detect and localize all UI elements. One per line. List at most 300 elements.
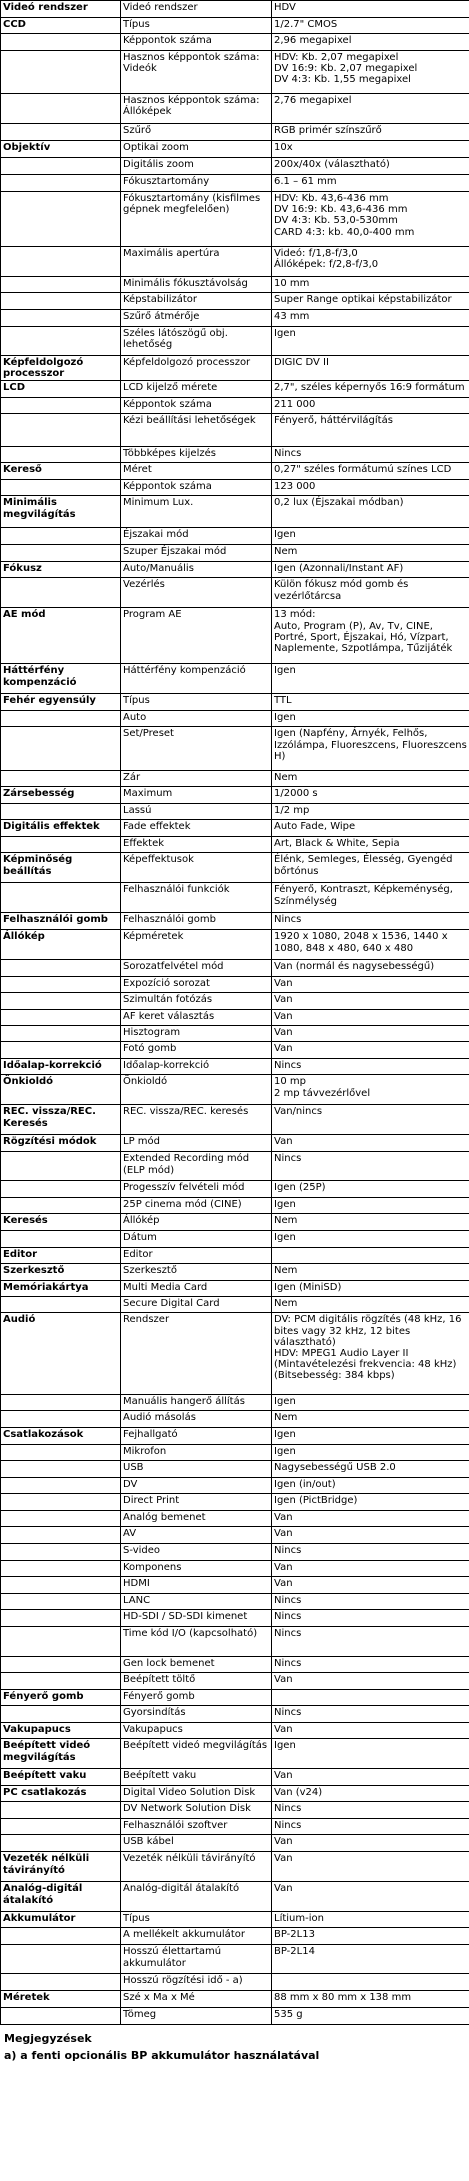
value-cell: Igen bbox=[272, 1198, 469, 1214]
group-cell bbox=[1, 837, 121, 853]
table-row bbox=[1, 1610, 469, 1627]
table-row bbox=[1, 837, 469, 853]
value-cell: 535 g bbox=[272, 2008, 469, 2025]
value-cell: Van bbox=[272, 1511, 469, 1527]
group-cell bbox=[1, 883, 121, 913]
value-cell: Van/nincs bbox=[272, 1105, 469, 1135]
table-row bbox=[1, 711, 469, 727]
table-row bbox=[1, 124, 469, 141]
table-row bbox=[1, 578, 469, 608]
group-cell bbox=[1, 771, 121, 787]
table-row bbox=[1, 356, 469, 381]
value-cell: Nincs bbox=[272, 1544, 469, 1561]
group-cell: Fehér egyensúly bbox=[1, 694, 121, 711]
value-cell: Van bbox=[272, 1852, 469, 1882]
value-cell: 1/2 mp bbox=[272, 804, 469, 820]
feature-cell: Editor bbox=[121, 1248, 272, 1264]
value-cell: Igen (25P) bbox=[272, 1181, 469, 1198]
feature-cell: Mikrofon bbox=[121, 1445, 272, 1461]
feature-cell: Képpontok száma bbox=[121, 34, 272, 51]
table-row bbox=[1, 1059, 469, 1075]
feature-cell: Szuper Éjszakai mód bbox=[121, 545, 272, 562]
group-cell bbox=[1, 804, 121, 820]
feature-cell: Multi Media Card bbox=[121, 1281, 272, 1297]
group-cell bbox=[1, 578, 121, 608]
table-row bbox=[1, 562, 469, 578]
value-cell: Van bbox=[272, 1527, 469, 1544]
value-cell: Igen bbox=[272, 1395, 469, 1411]
table-row bbox=[1, 496, 469, 528]
table-row bbox=[1, 1297, 469, 1313]
group-cell: Rögzítési módok bbox=[1, 1135, 121, 1152]
value-cell: Igen bbox=[272, 711, 469, 727]
value-cell: 88 mm x 80 mm x 138 mm bbox=[272, 1991, 469, 2008]
value-cell: Igen (PictBridge) bbox=[272, 1494, 469, 1511]
feature-cell: Felhasználói szoftver bbox=[121, 1819, 272, 1835]
feature-cell: Program AE bbox=[121, 608, 272, 664]
value-cell: 2,96 megapixel bbox=[272, 34, 469, 51]
table-row bbox=[1, 141, 469, 158]
table-row bbox=[1, 1852, 469, 1882]
group-cell bbox=[1, 293, 121, 310]
group-cell: Objektív bbox=[1, 141, 121, 158]
value-cell: Igen bbox=[272, 528, 469, 545]
table-row bbox=[1, 1494, 469, 1511]
feature-cell: Komponens bbox=[121, 1561, 272, 1577]
group-cell bbox=[1, 1974, 121, 1991]
feature-cell: Zár bbox=[121, 771, 272, 787]
feature-cell: Felhasználói funkciók bbox=[121, 883, 272, 913]
feature-cell: HDMI bbox=[121, 1577, 272, 1594]
table-row bbox=[1, 1281, 469, 1297]
group-cell bbox=[1, 1610, 121, 1627]
feature-cell: Analóg bemenet bbox=[121, 1511, 272, 1527]
group-cell: Memóriakártya bbox=[1, 1281, 121, 1297]
feature-cell: Fényerő gomb bbox=[121, 1690, 272, 1706]
group-cell: Képminőség beállítás bbox=[1, 853, 121, 883]
group-cell: Felhasználói gomb bbox=[1, 913, 121, 930]
group-cell bbox=[1, 414, 121, 447]
group-cell bbox=[1, 1152, 121, 1181]
group-cell bbox=[1, 94, 121, 124]
group-cell: Keresés bbox=[1, 1214, 121, 1231]
value-cell: 200x/40x (választható) bbox=[272, 158, 469, 175]
feature-cell: Auto/Manuális bbox=[121, 562, 272, 578]
value-cell: Nincs bbox=[272, 1627, 469, 1657]
group-cell: Digitális effektek bbox=[1, 820, 121, 837]
group-cell: Akkumulátor bbox=[1, 1912, 121, 1928]
feature-cell: Többképes kijelzés bbox=[121, 447, 272, 463]
value-cell: Nincs bbox=[272, 447, 469, 463]
group-cell: AE mód bbox=[1, 608, 121, 664]
group-cell bbox=[1, 192, 121, 247]
feature-cell: Képpontok száma bbox=[121, 398, 272, 414]
table-row bbox=[1, 727, 469, 771]
feature-cell: USB bbox=[121, 1461, 272, 1478]
group-cell bbox=[1, 1181, 121, 1198]
value-cell: Van bbox=[272, 1882, 469, 1912]
value-cell: Igen (MiniSD) bbox=[272, 1281, 469, 1297]
value-cell: Igen bbox=[272, 327, 469, 356]
group-cell bbox=[1, 960, 121, 977]
feature-cell: LANC bbox=[121, 1594, 272, 1610]
group-cell: Analóg-digitál átalakító bbox=[1, 1882, 121, 1912]
feature-cell: Beépített videó megvilágítás bbox=[121, 1739, 272, 1769]
value-cell: 43 mm bbox=[272, 310, 469, 327]
feature-cell: Állókép bbox=[121, 1214, 272, 1231]
table-row bbox=[1, 293, 469, 310]
value-cell bbox=[272, 1690, 469, 1706]
table-row bbox=[1, 414, 469, 447]
table-row bbox=[1, 1690, 469, 1706]
value-cell: Van bbox=[272, 1561, 469, 1577]
group-cell bbox=[1, 1411, 121, 1428]
feature-cell: Szűrő átmérője bbox=[121, 310, 272, 327]
value-cell: Van bbox=[272, 1042, 469, 1059]
feature-cell: Típus bbox=[121, 694, 272, 711]
table-row bbox=[1, 960, 469, 977]
table-row bbox=[1, 1478, 469, 1494]
table-row bbox=[1, 1594, 469, 1610]
group-cell: Videó rendszer bbox=[1, 1, 121, 18]
value-cell: Van bbox=[272, 1135, 469, 1152]
value-cell: Igen bbox=[272, 1739, 469, 1769]
table-row bbox=[1, 1627, 469, 1657]
value-cell: Igen bbox=[272, 1445, 469, 1461]
group-cell bbox=[1, 327, 121, 356]
value-cell: Nem bbox=[272, 771, 469, 787]
feature-cell: Fade effektek bbox=[121, 820, 272, 837]
value-cell: RGB primér színszűrő bbox=[272, 124, 469, 141]
feature-cell: Fókusztartomány (kisfilmes gépnek megfelelően) bbox=[121, 192, 272, 247]
feature-cell: Manuális hangerő állítás bbox=[121, 1395, 272, 1411]
feature-cell: Széles látószögű obj. lehetőség bbox=[121, 327, 272, 356]
feature-cell: Sorozatfelvétel mód bbox=[121, 960, 272, 977]
table-row bbox=[1, 1248, 469, 1264]
value-cell: Super Range optikai képstabilizátor bbox=[272, 293, 469, 310]
feature-cell: REC. vissza/REC. keresés bbox=[121, 1105, 272, 1135]
table-row bbox=[1, 1445, 469, 1461]
group-cell bbox=[1, 175, 121, 192]
feature-cell: DV Network Solution Disk bbox=[121, 1802, 272, 1819]
table-row bbox=[1, 1214, 469, 1231]
value-cell: Nincs bbox=[272, 1706, 469, 1723]
notes-section bbox=[0, 2025, 469, 2064]
group-cell bbox=[1, 1594, 121, 1610]
value-cell: Igen bbox=[272, 1231, 469, 1248]
group-cell bbox=[1, 277, 121, 293]
group-cell bbox=[1, 1395, 121, 1411]
feature-cell: Rendszer bbox=[121, 1313, 272, 1395]
table-row bbox=[1, 1974, 469, 1991]
value-cell: 2,76 megapixel bbox=[272, 94, 469, 124]
value-cell: Élénk, Semleges, Élesség, Gyengéd bőrtónus bbox=[272, 853, 469, 883]
value-cell: Igen (in/out) bbox=[272, 1478, 469, 1494]
table-row bbox=[1, 1042, 469, 1059]
table-row bbox=[1, 1769, 469, 1786]
value-cell bbox=[272, 1248, 469, 1264]
value-cell: Nem bbox=[272, 1264, 469, 1281]
table-row bbox=[1, 1105, 469, 1135]
group-cell bbox=[1, 727, 121, 771]
value-cell: Van bbox=[272, 1835, 469, 1852]
group-cell bbox=[1, 1494, 121, 1511]
table-row bbox=[1, 1428, 469, 1445]
group-cell bbox=[1, 51, 121, 94]
table-row bbox=[1, 1786, 469, 1802]
group-cell bbox=[1, 1527, 121, 1544]
value-cell: Nincs bbox=[272, 1059, 469, 1075]
value-cell: 2,7", széles képernyős 16:9 formátum bbox=[272, 381, 469, 398]
group-cell: LCD bbox=[1, 381, 121, 398]
feature-cell: Set/Preset bbox=[121, 727, 272, 771]
feature-cell: Képpontok száma bbox=[121, 480, 272, 496]
group-cell: Szerkesztő bbox=[1, 1264, 121, 1281]
feature-cell: Auto bbox=[121, 711, 272, 727]
table-row bbox=[1, 1026, 469, 1042]
feature-cell: 25P cinema mód (CINE) bbox=[121, 1198, 272, 1214]
value-cell: 0,27" széles formátumú színes LCD bbox=[272, 463, 469, 480]
group-cell bbox=[1, 1010, 121, 1026]
table-row bbox=[1, 853, 469, 883]
group-cell: Méretek bbox=[1, 1991, 121, 2008]
feature-cell: Gen lock bemenet bbox=[121, 1657, 272, 1673]
value-cell: Van bbox=[272, 977, 469, 993]
group-cell bbox=[1, 1445, 121, 1461]
group-cell bbox=[1, 1577, 121, 1594]
table-row bbox=[1, 192, 469, 247]
group-cell bbox=[1, 1544, 121, 1561]
feature-cell: Effektek bbox=[121, 837, 272, 853]
feature-cell: Expozíció sorozat bbox=[121, 977, 272, 993]
group-cell bbox=[1, 1231, 121, 1248]
feature-cell: Fejhallgató bbox=[121, 1428, 272, 1445]
table-row bbox=[1, 930, 469, 960]
feature-cell: LCD kijelző mérete bbox=[121, 381, 272, 398]
table-row bbox=[1, 18, 469, 34]
table-row bbox=[1, 175, 469, 192]
group-cell bbox=[1, 247, 121, 277]
table-row bbox=[1, 480, 469, 496]
feature-cell: Szé x Ma x Mé bbox=[121, 1991, 272, 2008]
feature-cell: Minimális fókusztávolság bbox=[121, 277, 272, 293]
group-cell: CCD bbox=[1, 18, 121, 34]
feature-cell: Maximum bbox=[121, 787, 272, 804]
feature-cell: Szerkesztő bbox=[121, 1264, 272, 1281]
table-row bbox=[1, 447, 469, 463]
feature-cell: Hasznos képpontok száma: Videók bbox=[121, 51, 272, 94]
table-row bbox=[1, 1723, 469, 1739]
value-cell: Van bbox=[272, 1673, 469, 1690]
feature-cell: Típus bbox=[121, 1912, 272, 1928]
notes-text: a) a fenti opcionális BP akkumulátor használatával bbox=[4, 2048, 320, 2062]
value-cell: Van bbox=[272, 1577, 469, 1594]
value-cell: 13 mód: Auto, Program (P), Av, Tv, CINE, Portré, Sport, Éjszakai, Hó, Vízpart, Naplemente, Szpotlámpa, Tűzijáték bbox=[272, 608, 469, 664]
table-row bbox=[1, 1152, 469, 1181]
table-row bbox=[1, 1395, 469, 1411]
value-cell: Nincs bbox=[272, 1594, 469, 1610]
feature-cell: Vezérlés bbox=[121, 578, 272, 608]
group-cell bbox=[1, 1297, 121, 1313]
group-cell bbox=[1, 2008, 121, 2025]
value-cell: Igen bbox=[272, 664, 469, 694]
value-cell: DIGIC DV II bbox=[272, 356, 469, 381]
feature-cell: Dátum bbox=[121, 1231, 272, 1248]
group-cell bbox=[1, 711, 121, 727]
feature-cell: Gyorsindítás bbox=[121, 1706, 272, 1723]
value-cell: Nincs bbox=[272, 1819, 469, 1835]
feature-cell: Hosszú élettartamú akkumulátor bbox=[121, 1945, 272, 1974]
value-cell: Nincs bbox=[272, 1657, 469, 1673]
group-cell bbox=[1, 124, 121, 141]
table-row bbox=[1, 1945, 469, 1974]
group-cell bbox=[1, 1706, 121, 1723]
table-row bbox=[1, 1511, 469, 1527]
table-row bbox=[1, 1411, 469, 1428]
table-row bbox=[1, 310, 469, 327]
table-row bbox=[1, 2008, 469, 2025]
value-cell: Nem bbox=[272, 1214, 469, 1231]
feature-cell: Maximális apertúra bbox=[121, 247, 272, 277]
group-cell bbox=[1, 1835, 121, 1852]
feature-cell: Extended Recording mód (ELP mód) bbox=[121, 1152, 272, 1181]
value-cell: HDV: Kb. 43,6-436 mm DV 16:9: Kb. 43,6-436 mm DV 4:3: Kb. 53,0-530mm CARD 4:3: kb. 40,0-400 mm bbox=[272, 192, 469, 247]
value-cell: Art, Black & White, Sepia bbox=[272, 837, 469, 853]
value-cell: Nagysebességű USB 2.0 bbox=[272, 1461, 469, 1478]
feature-cell: Optikai zoom bbox=[121, 141, 272, 158]
value-cell: Lítium-ion bbox=[272, 1912, 469, 1928]
group-cell bbox=[1, 1673, 121, 1690]
group-cell bbox=[1, 1945, 121, 1974]
table-row bbox=[1, 913, 469, 930]
feature-cell: A mellékelt akkumulátor bbox=[121, 1928, 272, 1945]
value-cell: BP-2L13 bbox=[272, 1928, 469, 1945]
group-cell bbox=[1, 158, 121, 175]
table-row bbox=[1, 608, 469, 664]
group-cell bbox=[1, 977, 121, 993]
table-row bbox=[1, 1010, 469, 1026]
table-row bbox=[1, 1075, 469, 1105]
table-row bbox=[1, 1561, 469, 1577]
feature-cell: Felhasználói gomb bbox=[121, 913, 272, 930]
spec-table-body bbox=[1, 1, 469, 2025]
value-cell: Videó: f/1,8-f/3,0 Állóképek: f/2,8-f/3,0 bbox=[272, 247, 469, 277]
value-cell: 123 000 bbox=[272, 480, 469, 496]
feature-cell: Képeffektusok bbox=[121, 853, 272, 883]
feature-cell: Minimum Lux. bbox=[121, 496, 272, 528]
value-cell: Van bbox=[272, 993, 469, 1010]
value-cell: Igen (Azonnali/Instant AF) bbox=[272, 562, 469, 578]
value-cell: Auto Fade, Wipe bbox=[272, 820, 469, 837]
table-row bbox=[1, 94, 469, 124]
feature-cell: USB kábel bbox=[121, 1835, 272, 1852]
value-cell: HDV: Kb. 2,07 megapixel DV 16:9: Kb. 2,07 megapixel DV 4:3: Kb. 1,55 megapixel bbox=[272, 51, 469, 94]
table-row bbox=[1, 804, 469, 820]
table-row bbox=[1, 1313, 469, 1395]
value-cell: TTL bbox=[272, 694, 469, 711]
feature-cell: S-video bbox=[121, 1544, 272, 1561]
value-cell: 1/2.7" CMOS bbox=[272, 18, 469, 34]
value-cell: 211 000 bbox=[272, 398, 469, 414]
feature-cell: Secure Digital Card bbox=[121, 1297, 272, 1313]
group-cell: Fókusz bbox=[1, 562, 121, 578]
group-cell: Önkioldó bbox=[1, 1075, 121, 1105]
feature-cell: Hasznos képpontok száma: Állóképek bbox=[121, 94, 272, 124]
table-row bbox=[1, 463, 469, 480]
feature-cell: Beépített vaku bbox=[121, 1769, 272, 1786]
value-cell: DV: PCM digitális rögzítés (48 kHz, 16 bites vagy 32 kHz, 12 bites választható) HDV: MPEG1 Audio Layer II (Mintavételezési frekvencia: 48 kHz)(Bitsebesség: 384 kbps) bbox=[272, 1313, 469, 1395]
feature-cell: Időalap-korrekció bbox=[121, 1059, 272, 1075]
table-row bbox=[1, 1577, 469, 1594]
group-cell bbox=[1, 398, 121, 414]
feature-cell: HD-SDI / SD-SDI kimenet bbox=[121, 1610, 272, 1627]
group-cell bbox=[1, 1511, 121, 1527]
value-cell: Nincs bbox=[272, 1610, 469, 1627]
value-cell: Fényerő, háttérvilágítás bbox=[272, 414, 469, 447]
group-cell bbox=[1, 1042, 121, 1059]
feature-cell: Progesszív felvételi mód bbox=[121, 1181, 272, 1198]
feature-cell: Audió másolás bbox=[121, 1411, 272, 1428]
table-row bbox=[1, 1802, 469, 1819]
feature-cell: Éjszakai mód bbox=[121, 528, 272, 545]
table-row bbox=[1, 247, 469, 277]
group-cell bbox=[1, 447, 121, 463]
group-cell bbox=[1, 1928, 121, 1945]
table-row bbox=[1, 545, 469, 562]
table-row bbox=[1, 51, 469, 94]
table-row bbox=[1, 1544, 469, 1561]
group-cell: PC csatlakozás bbox=[1, 1786, 121, 1802]
table-row bbox=[1, 34, 469, 51]
group-cell bbox=[1, 1819, 121, 1835]
table-row bbox=[1, 1135, 469, 1152]
table-row bbox=[1, 883, 469, 913]
feature-cell: Szűrő bbox=[121, 124, 272, 141]
feature-cell: DV bbox=[121, 1478, 272, 1494]
feature-cell: Háttérfény kompenzáció bbox=[121, 664, 272, 694]
table-row bbox=[1, 787, 469, 804]
feature-cell: Önkioldó bbox=[121, 1075, 272, 1105]
value-cell: Igen (Napfény, Árnyék, Felhős, Izzólámpa, Fluoreszcens, Fluoreszcens H) bbox=[272, 727, 469, 771]
table-row bbox=[1, 1882, 469, 1912]
feature-cell: Méret bbox=[121, 463, 272, 480]
feature-cell: Szimultán fotózás bbox=[121, 993, 272, 1010]
group-cell bbox=[1, 1657, 121, 1673]
table-row bbox=[1, 1198, 469, 1214]
value-cell: Fényerő, Kontraszt, Képkeménység, Színmélység bbox=[272, 883, 469, 913]
group-cell: Zársebesség bbox=[1, 787, 121, 804]
value-cell: Nem bbox=[272, 1297, 469, 1313]
group-cell bbox=[1, 1461, 121, 1478]
notes-heading: Megjegyzések bbox=[4, 2032, 92, 2046]
group-cell bbox=[1, 310, 121, 327]
group-cell: Vezeték nélküli távirányító bbox=[1, 1852, 121, 1882]
value-cell: Nincs bbox=[272, 913, 469, 930]
feature-cell: Digital Video Solution Disk bbox=[121, 1786, 272, 1802]
group-cell: Vakupapucs bbox=[1, 1723, 121, 1739]
group-cell: Beépített vaku bbox=[1, 1769, 121, 1786]
table-row bbox=[1, 1657, 469, 1673]
group-cell bbox=[1, 1478, 121, 1494]
value-cell: Külön fókusz mód gomb és vezérlőtárcsa bbox=[272, 578, 469, 608]
feature-cell: Képméretek bbox=[121, 930, 272, 960]
value-cell: Van bbox=[272, 1026, 469, 1042]
table-row bbox=[1, 694, 469, 711]
table-row bbox=[1, 664, 469, 694]
feature-cell: Tömeg bbox=[121, 2008, 272, 2025]
table-row bbox=[1, 1706, 469, 1723]
table-row bbox=[1, 528, 469, 545]
